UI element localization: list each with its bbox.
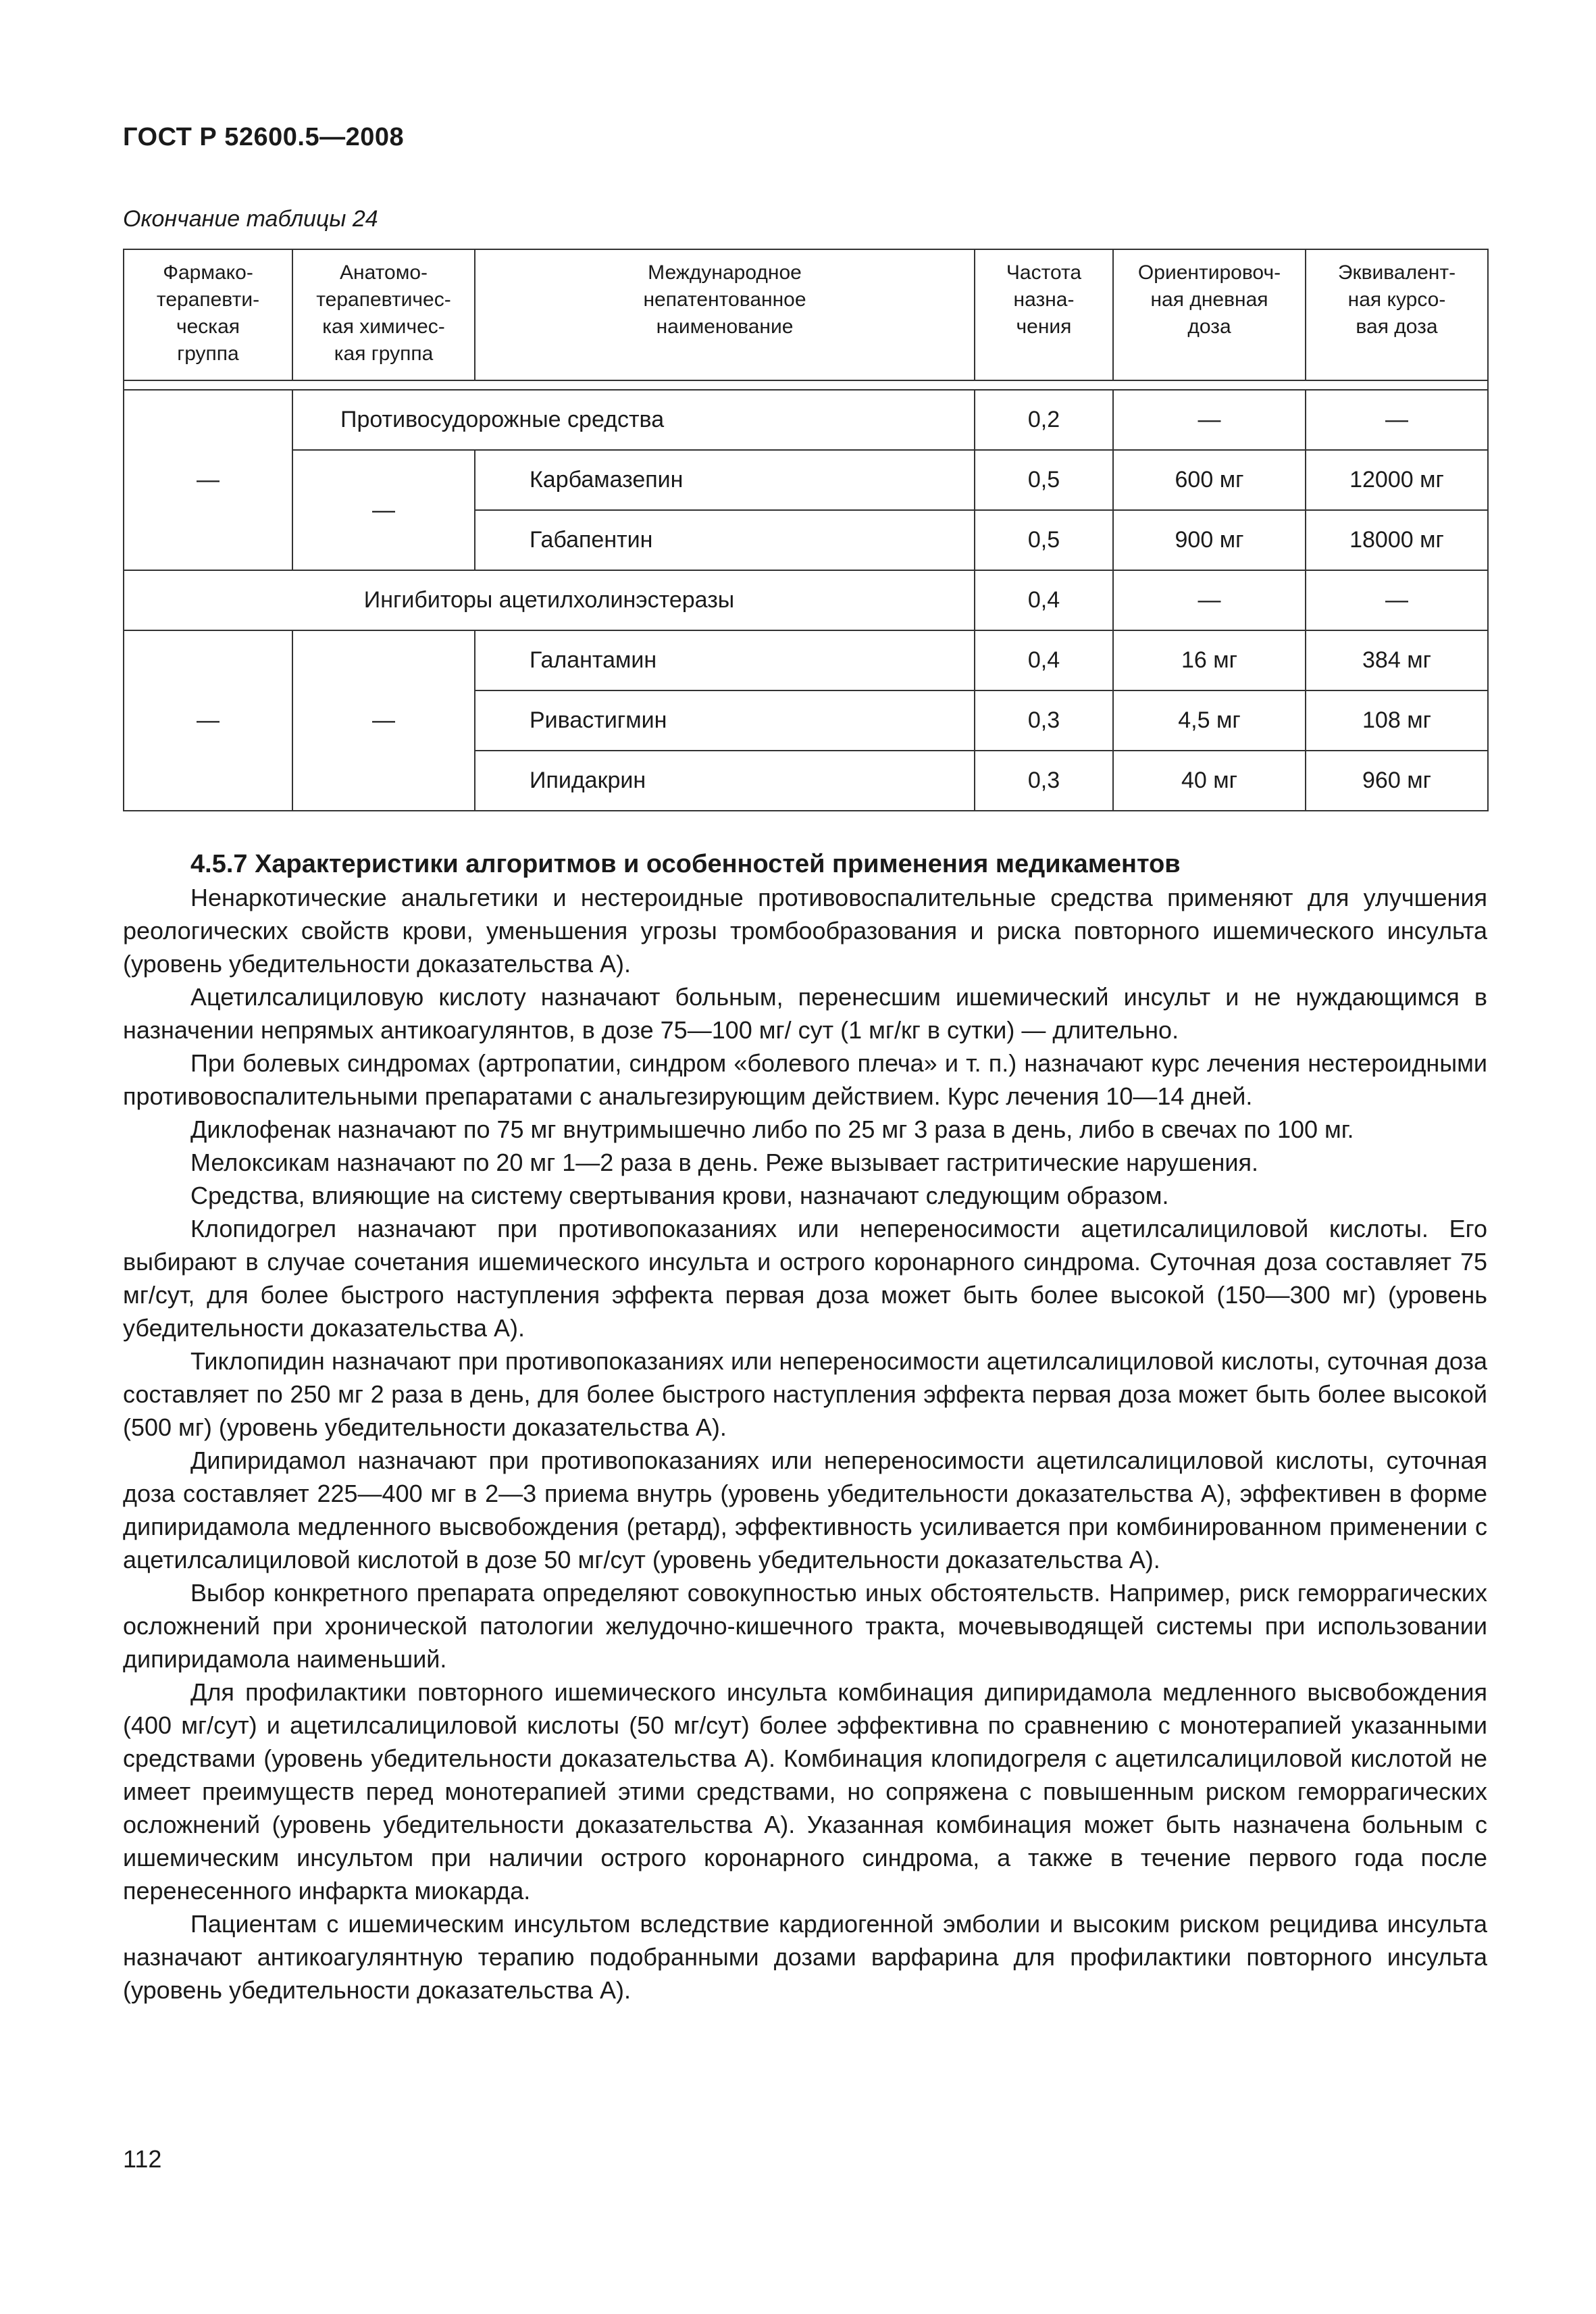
course-dose-cell: 960 мг <box>1306 751 1488 811</box>
daily-dose-cell: — <box>1113 390 1306 450</box>
paragraph: Ненаркотические анальгетики и нестероидные противовоспалительные средства применяют для улучшения реологических свойств крови, уменьшения угрозы тромбообразования и риска повторного ишемического инсульта (уровень убедительности доказательства А). <box>123 884 1487 978</box>
pharm-group-cell: — <box>124 630 292 811</box>
paragraph: Мелоксикам назначают по 20 мг 1—2 раза в день. Реже вызывает гастритические нарушения. <box>190 1149 1259 1176</box>
header-separator <box>124 380 1488 390</box>
col-header-pharm-group: Фармако- терапевти- ческая группа <box>124 249 292 380</box>
paragraph: Средства, влияющие на систему свертывания крови, назначают следующим образом. <box>190 1182 1169 1209</box>
drug-name-cell: Ипидакрин <box>475 751 975 811</box>
course-dose-cell: — <box>1306 390 1488 450</box>
page-number: 112 <box>123 2145 162 2173</box>
frequency-cell: 0,3 <box>975 751 1113 811</box>
paragraph: Клопидогрел назначают при противопоказаниях или непереносимости ацетилсалициловой кислоты. Его выбирают в случае сочетания ишемического инсульта и острого коронарного синдрома. Суточная доза составляет 75 мг/сут, для более быстрого наступления эффекта первая доза может быть более высокой (150—300 мг) (уровень убедительности доказательства А). <box>123 1215 1487 1342</box>
drug-table <box>123 249 1489 811</box>
paragraph: Диклофенак назначают по 75 мг внутримышечно либо по 25 мг 3 раза в день, либо в свечах по 100 мг. <box>190 1115 1354 1143</box>
drug-name-cell: Галантамин <box>475 630 975 690</box>
paragraph: Пациентам с ишемическим инсультом вследствие кардиогенной эмболии и высоким риском рецидива инсульта назначают антикоагулянтную терапию подобранными дозами варфарина для профилактики повторного инсульта (уровень убедительности доказательства А). <box>123 1910 1487 2004</box>
course-dose-cell: 12000 мг <box>1306 450 1488 510</box>
paragraph: Тиклопидин назначают при противопоказаниях или непереносимости ацетилсалициловой кислоты, суточная доза составляет по 250 мг 2 раза в день, для более быстрого наступления эффекта первая доза может быть более высокой (500 мг) (уровень убедительности доказательства А). <box>123 1347 1487 1441</box>
group-label-cholinesterase-inhibitors: Ингибиторы ацетилхолинэстеразы <box>124 570 975 630</box>
table-caption: Окончание таблицы 24 <box>123 206 378 232</box>
col-header-daily-dose: Ориентировоч- ная дневная доза <box>1113 249 1306 380</box>
daily-dose-cell: 4,5 мг <box>1113 690 1306 751</box>
table-row <box>124 390 1488 450</box>
paragraph: Для профилактики повторного ишемического инсульта комбинация дипиридамола медленного высвобождения (400 мг/сут) и ацетилсалициловой кислоты (50 мг/сут) более эффективна по сравнению с монотерапией указанными средствами (уровень убедительности доказательства А). Комбинация клопидогреля с ацетилсалициловой кислотой не имеет преимуществ перед монотерапией этими средствами, но сопряжена с повышенным риском геморрагических осложнений (уровень убедительности доказательства А). Указанная комбинация может быть назначена больным с ишемическим инсультом при наличии острого коронарного синдрома, а также в течение первого года после перенесенного инфаркта миокарда. <box>123 1678 1487 1905</box>
frequency-cell: 0,3 <box>975 690 1113 751</box>
frequency-cell: 0,2 <box>975 390 1113 450</box>
table-row <box>124 570 1488 630</box>
paragraph: Дипиридамол назначают при противопоказаниях или непереносимости ацетилсалициловой кислоты, суточная доза составляет 225—400 мг в 2—3 приема внутрь (уровень убедительности доказательства А), эффективен в форме дипиридамола медленного высвобождения (ретард), эффективность усиливается при комбинированном применении с ацетилсалициловой кислотой в дозе 50 мг/сут (уровень убедительности доказательства А). <box>123 1447 1487 1574</box>
standard-header: ГОСТ Р 52600.5—2008 <box>123 123 405 151</box>
frequency-cell: 0,4 <box>975 570 1113 630</box>
frequency-cell: 0,5 <box>975 510 1113 570</box>
course-dose-cell: 384 мг <box>1306 630 1488 690</box>
col-header-atc-group: Анатомо- терапевтичес- кая химичес- кая группа <box>292 249 475 380</box>
course-dose-cell: 18000 мг <box>1306 510 1488 570</box>
table-row <box>124 450 1488 510</box>
table-row <box>124 630 1488 690</box>
daily-dose-cell: 600 мг <box>1113 450 1306 510</box>
atc-group-cell: — <box>292 630 475 811</box>
col-header-inn: Международное непатентованное наименование <box>475 249 975 380</box>
group-label-anticonvulsants: Противосудорожные средства <box>292 390 975 450</box>
table-header-row <box>124 249 1488 380</box>
daily-dose-cell: 16 мг <box>1113 630 1306 690</box>
daily-dose-cell: 900 мг <box>1113 510 1306 570</box>
frequency-cell: 0,4 <box>975 630 1113 690</box>
paragraph: Ацетилсалициловую кислоту назначают больным, перенесшим ишемический инсульт и не нуждающимся в назначении непрямых антикоагулянтов, в дозе 75—100 мг/ сут (1 мг/кг в сутки) — длительно. <box>123 983 1487 1044</box>
daily-dose-cell: 40 мг <box>1113 751 1306 811</box>
section-title: 4.5.7 Характеристики алгоритмов и особенностей применения медикаментов <box>190 850 1181 878</box>
paragraph: При болевых синдромах (артропатии, синдром «болевого плеча» и т. п.) назначают курс лечения нестероидными противовоспалительными препаратами с анальгезирующим действием. Курс лечения 10—14 дней. <box>123 1049 1487 1110</box>
course-dose-cell: — <box>1306 570 1488 630</box>
daily-dose-cell: — <box>1113 570 1306 630</box>
course-dose-cell: 108 мг <box>1306 690 1488 751</box>
col-header-frequency: Частота назна- чения <box>975 249 1113 380</box>
drug-name-cell: Карбамазепин <box>475 450 975 510</box>
pharm-group-cell: — <box>124 390 292 570</box>
section-4-5-7 <box>123 848 1487 2007</box>
drug-name-cell: Ривастигмин <box>475 690 975 751</box>
drug-name-cell: Габапентин <box>475 510 975 570</box>
paragraph: Выбор конкретного препарата определяют совокупностью иных обстоятельств. Например, риск геморрагических осложнений при хронической патологии желудочно-кишечного тракта, мочевыводящей системы при использовании дипиридамола наименьший. <box>123 1579 1487 1673</box>
frequency-cell: 0,5 <box>975 450 1113 510</box>
col-header-course-dose: Эквивалент- ная курсо- вая доза <box>1306 249 1488 380</box>
atc-group-cell: — <box>292 450 475 570</box>
